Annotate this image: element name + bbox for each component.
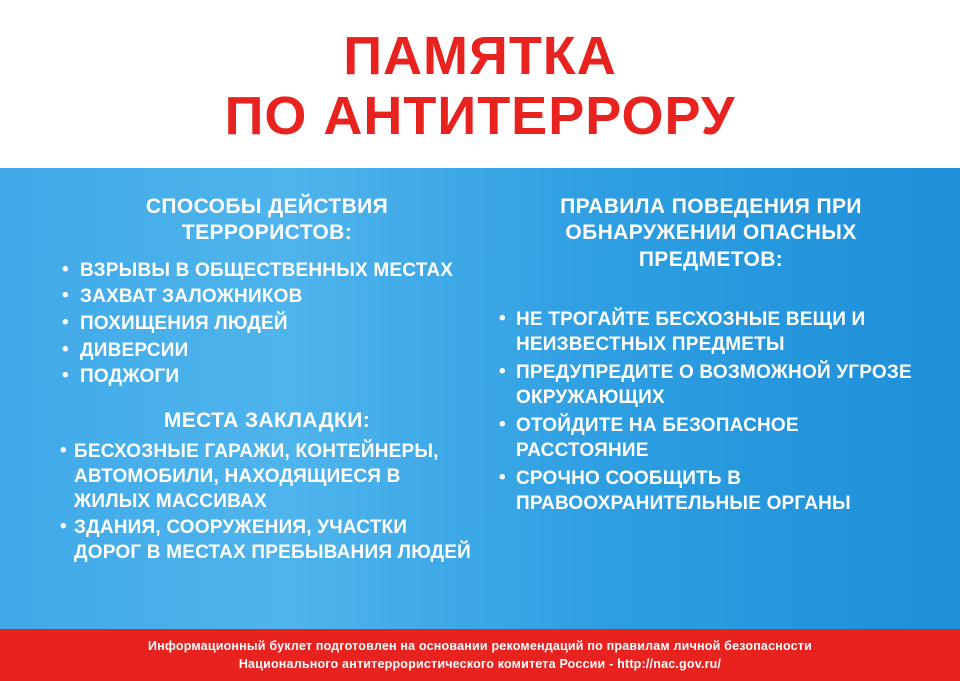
safety-rules-list [494,307,928,517]
list-item: • ПРЕДУПРЕДИТЕ О ВОЗМОЖНОЙ УГРОЗЕ ОКРУЖАЮЩИХ [494,360,928,410]
terrorist-methods-list [60,259,474,390]
right-section-title: ПРАВИЛА ПОВЕДЕНИЯ ПРИ ОБНАРУЖЕНИИ ОПАСНЫХ ПРЕДМЕТОВ: [560,195,862,271]
placement-locations-list [60,440,474,565]
list-item: • ВЗРЫВЫ В ОБЩЕСТВЕННЫХ МЕСТАХ [60,259,474,284]
list-item: • ЗДАНИЯ, СООРУЖЕНИЯ, УЧАСТКИ ДОРОГ В МЕСТАХ ПРЕБЫВАНИЯ ЛЮДЕЙ [60,516,474,565]
list-item: • СРОЧНО СООБЩИТЬ В ПРАВООХРАНИТЕЛЬНЫЕ ОРГАНЫ [494,466,928,516]
list-item: • ЗАХВАТ ЗАЛОЖНИКОВ [60,285,474,310]
left-section-title: СПОСОБЫ ДЕЙСТВИЯ ТЕРРОРИСТОВ: [145,195,389,245]
list-item: • ПОХИЩЕНИЯ ЛЮДЕЙ [60,312,474,337]
right-column [480,194,938,619]
list-item: • ДИВЕРСИИ [60,339,474,364]
footer-line-2: Национального антитеррористического комитета России - http://nac.gov.ru/ [238,657,722,671]
list-item: • БЕСХОЗНЫЕ ГАРАЖИ, КОНТЕЙНЕРЫ, АВТОМОБИЛИ, НАХОДЯЩИЕСЯ В ЖИЛЫХ МАССИВАХ [60,440,474,514]
poster-header [0,0,960,168]
list-item: • ОТОЙДИТЕ НА БЕЗОПАСНОЕ РАССТОЯНИЕ [494,413,928,463]
left-subsection-title: МЕСТА ЗАКЛАДКИ: [163,408,371,432]
footer-line-1: Информационный буклет подготовлен на основании рекомендаций по правилам личной безопасности [147,638,813,653]
poster-footer [0,629,960,681]
spacer [494,285,928,307]
left-column [22,194,480,619]
poster-body [0,168,960,629]
list-item: • НЕ ТРОГАЙТЕ БЕСХОЗНЫЕ ВЕЩИ И НЕИЗВЕСТНЫХ ПРЕДМЕТЫ [494,307,928,357]
page-title-line-2: ПО АНТИТЕРРОРУ [224,86,736,147]
page-title-line-1: ПАМЯТКА [343,26,617,86]
list-item: • ПОДЖОГИ [60,365,474,390]
